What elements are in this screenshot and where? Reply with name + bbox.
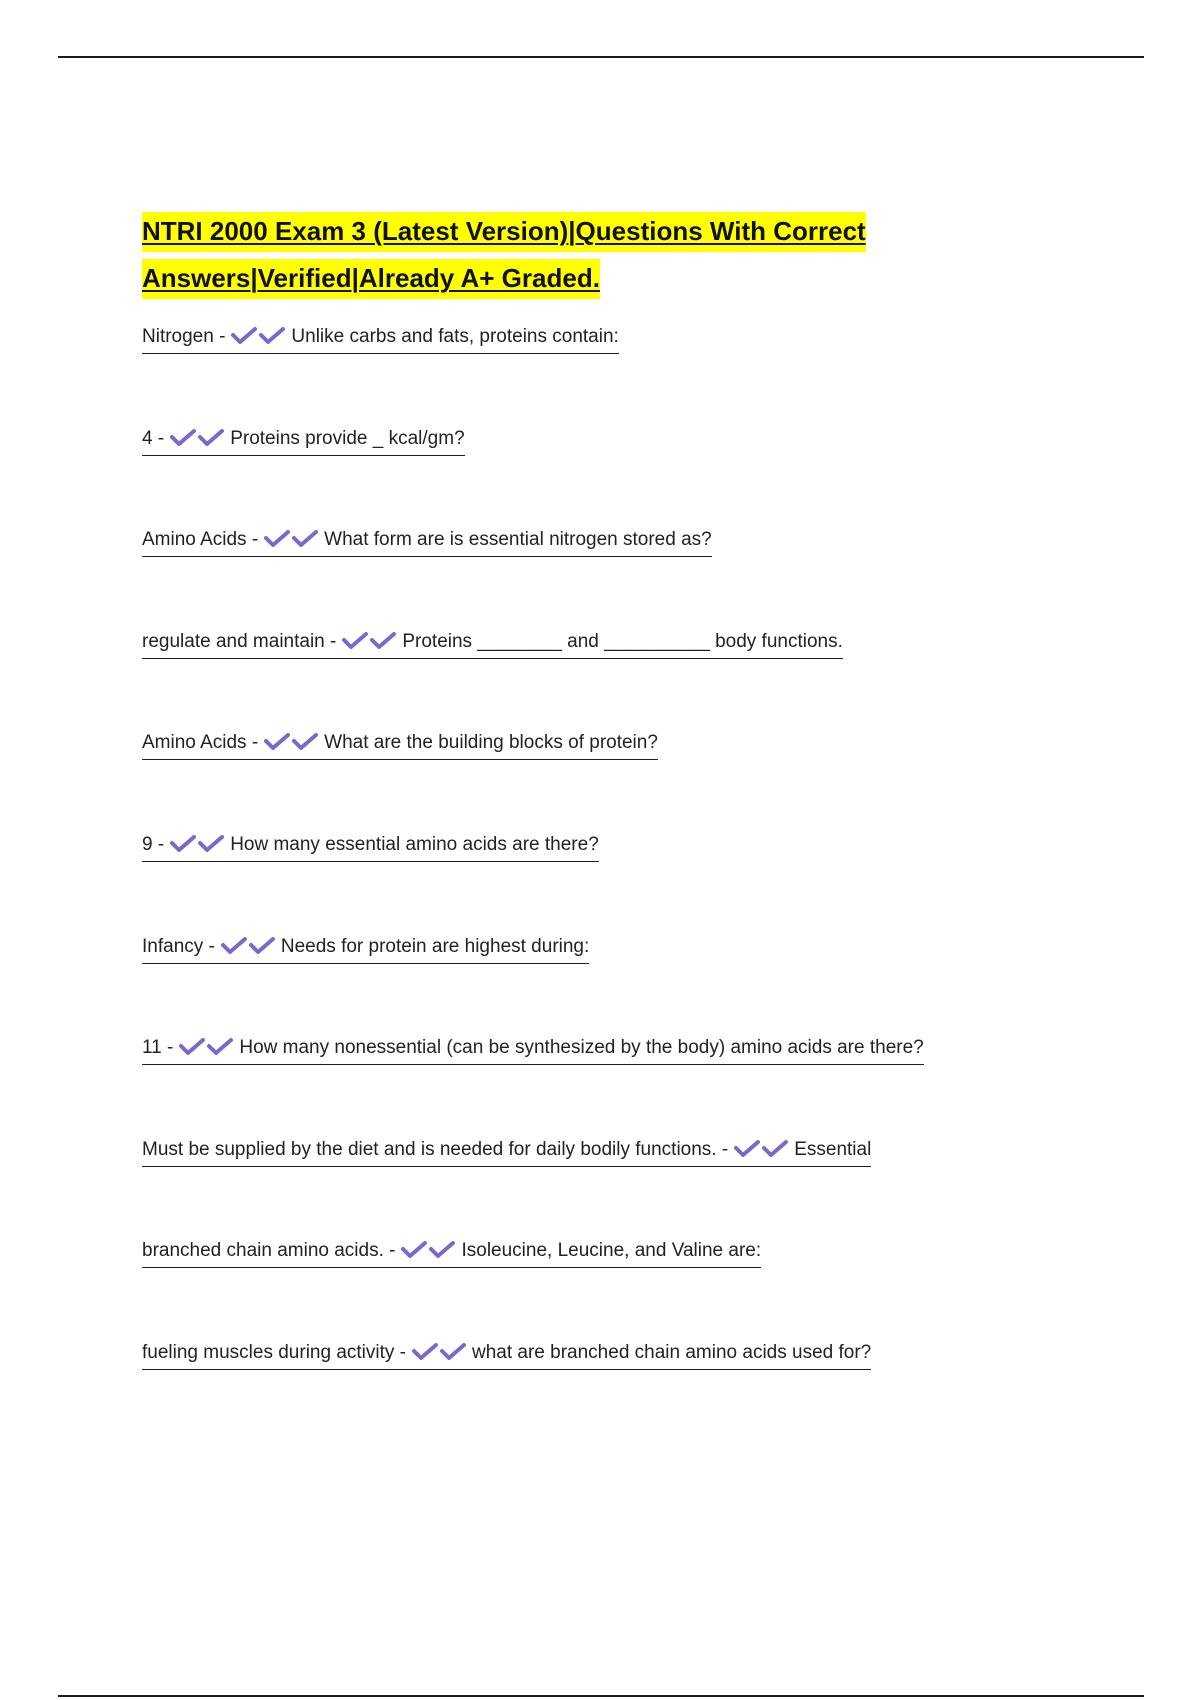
- qa-item: [142, 627, 1142, 729]
- qa-item: [142, 1033, 1142, 1135]
- qa-question: What are the building blocks of protein?: [324, 732, 658, 754]
- qa-line: [142, 932, 589, 964]
- double-check-icon: [264, 731, 320, 751]
- qa-question: Proteins ________ and __________ body functions.: [402, 630, 843, 652]
- qa-answer: 9 -: [142, 833, 165, 855]
- qa-answer: Essential: [794, 1138, 872, 1160]
- qa-question: what are branched chain amino acids used for?: [472, 1341, 872, 1363]
- qa-question: Must be supplied by the diet and is needed for daily bodily functions. -: [142, 1138, 729, 1160]
- qa-line: [142, 728, 658, 760]
- qa-question: Isoleucine, Leucine, and Valine are:: [461, 1240, 762, 1262]
- qa-question: Unlike carbs and fats, proteins contain:: [291, 326, 619, 347]
- qa-line: [142, 424, 465, 456]
- double-check-icon: [264, 528, 320, 548]
- top-rule: [58, 56, 1144, 58]
- double-check-icon: [231, 325, 287, 345]
- qa-line: [142, 1236, 761, 1268]
- qa-line: [142, 1135, 871, 1167]
- qa-item: [142, 525, 1142, 627]
- qa-item: [142, 424, 1142, 526]
- qa-item: [142, 830, 1142, 932]
- qa-answer: 4 -: [142, 427, 165, 449]
- qa-item: [142, 728, 1142, 830]
- qa-answer: branched chain amino acids. -: [142, 1240, 396, 1262]
- qa-item: [142, 1338, 1142, 1440]
- double-check-icon: [734, 1138, 790, 1158]
- qa-question: How many essential amino acids are there?: [230, 833, 599, 855]
- qa-question: How many nonessential (can be synthesized by the body) amino acids are there?: [239, 1037, 924, 1059]
- double-check-icon: [401, 1239, 457, 1259]
- double-check-icon: [179, 1036, 235, 1056]
- title-line-1: NTRI 2000 Exam 3 (Latest Version)|Questions With Correct: [142, 212, 866, 252]
- qa-line: [142, 1338, 871, 1370]
- double-check-icon: [170, 833, 226, 853]
- qa-answer: Infancy -: [142, 935, 215, 957]
- double-check-icon: [170, 427, 226, 447]
- qa-line: [142, 627, 843, 659]
- double-check-icon: [342, 630, 398, 650]
- qa-answer: Amino Acids -: [142, 529, 259, 551]
- qa-question: Proteins provide _ kcal/gm?: [230, 427, 465, 449]
- qa-item: [142, 322, 1142, 424]
- qa-list: [142, 322, 1142, 1440]
- double-check-icon: [412, 1341, 468, 1361]
- qa-line: [142, 322, 619, 354]
- qa-line: [142, 525, 712, 557]
- qa-answer: regulate and maintain -: [142, 630, 337, 652]
- document-title: [142, 212, 1062, 306]
- qa-answer: Nitrogen -: [142, 326, 226, 347]
- qa-answer: fueling muscles during activity -: [142, 1341, 406, 1363]
- bottom-rule: [58, 1695, 1144, 1697]
- qa-answer: 11 -: [142, 1037, 174, 1059]
- qa-answer: Amino Acids -: [142, 732, 259, 754]
- qa-item: [142, 1135, 1142, 1237]
- qa-question: Needs for protein are highest during:: [280, 935, 590, 957]
- qa-item: [142, 932, 1142, 1034]
- qa-line: [142, 1033, 924, 1065]
- qa-line: [142, 830, 599, 862]
- double-check-icon: [221, 935, 277, 955]
- qa-item: [142, 1236, 1142, 1338]
- title-line-2: Answers|Verified|Already A+ Graded.: [142, 259, 600, 299]
- qa-question: What form are is essential nitrogen stored as?: [324, 529, 712, 551]
